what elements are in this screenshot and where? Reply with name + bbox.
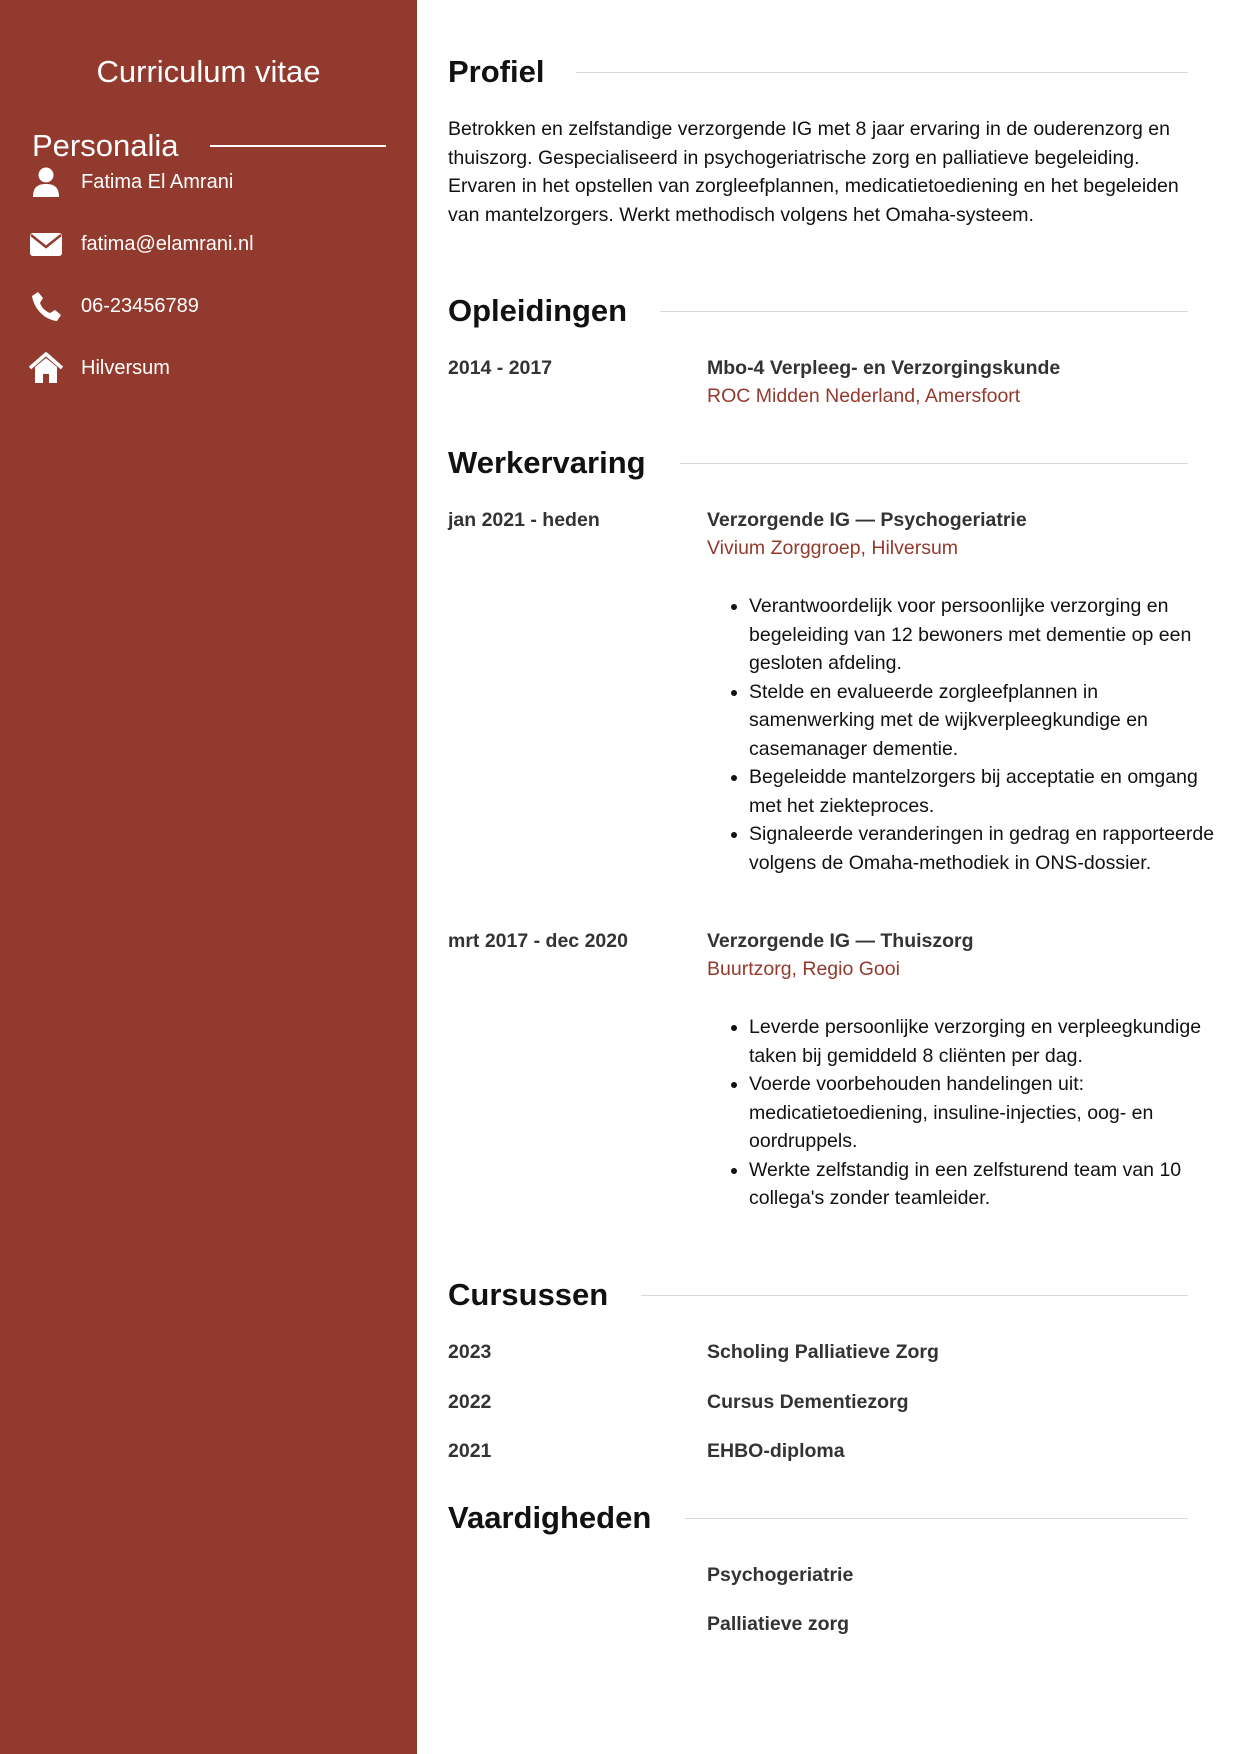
- experience-section-header: [448, 443, 1188, 483]
- contact-location: [28, 348, 388, 388]
- list-item: • Leverde persoonlijke verzorging en verpleegkundige taken bij gemiddeld 8 cliënten per dag.: [749, 1013, 1229, 1070]
- education-section-header: [448, 291, 1188, 331]
- personalia-heading: Personalia: [32, 128, 179, 163]
- contact-email: [28, 224, 388, 264]
- home-icon: [28, 352, 64, 384]
- personalia-section-header: [32, 126, 386, 166]
- education-heading: Opleidingen: [448, 293, 628, 328]
- experience-employer: Buurtzorg, Regio Gooi: [707, 958, 900, 980]
- person-icon: [28, 166, 64, 198]
- experience-title: Verzorgende IG — Psychogeriatrie: [707, 509, 1027, 531]
- phone-number[interactable]: 06-23456789: [81, 295, 199, 317]
- experience-title: Verzorgende IG — Thuiszorg: [707, 930, 974, 952]
- section-divider: [576, 72, 1188, 73]
- education-title: Mbo-4 Verpleeg- en Verzorgingskunde: [707, 357, 1061, 379]
- list-item: • Voerde voorbehouden handelingen uit: medicatietoediening, insuline-injecties, oog- en oordruppels.: [749, 1070, 1229, 1156]
- section-divider: [641, 1295, 1188, 1296]
- experience-date: mrt 2017 - dec 2020: [448, 930, 628, 952]
- courses-heading: Cursussen: [448, 1277, 609, 1312]
- skill-item: Psychogeriatrie: [707, 1564, 854, 1586]
- experience-bullets: [707, 1013, 1229, 1213]
- list-item: • Begeleidde mantelzorgers bij acceptatie en omgang met het ziekteproces.: [749, 763, 1229, 820]
- list-item: • Signaleerde veranderingen in gedrag en rapporteerde volgens de Omaha-methodiek in ONS-dossier.: [749, 820, 1229, 877]
- profile-text: Betrokken en zelfstandige verzorgende IG met 8 jaar ervaring in de ouderenzorg en thuiszorg. Gespecialiseerd in psychogeriatrische zorg en palliatieve begeleiding. Ervaren in het opstellen van zorgleefplannen, medicatietoediening en het begeleiden van mantelzorgers. Werkt methodisch volgens het Omaha-systeem.: [448, 118, 1179, 226]
- location: Hilversum: [81, 357, 170, 379]
- course-title: Cursus Dementiezorg: [707, 1391, 909, 1413]
- course-year: 2023: [448, 1341, 492, 1363]
- experience-bullets: [707, 592, 1229, 877]
- list-item: • Stelde en evalueerde zorgleefplannen in samenwerking met de wijkverpleegkundige en casemanager dementie.: [749, 678, 1229, 764]
- course-title: EHBO-diploma: [707, 1440, 845, 1462]
- list-item: • Werkte zelfstandig in een zelfsturend team van 10 collega's zonder teamleider.: [749, 1156, 1229, 1213]
- document-title: Curriculum vitae: [96, 54, 321, 89]
- skills-section-header: [448, 1498, 1188, 1538]
- phone-icon: [28, 290, 64, 322]
- full-name: Fatima El Amrani: [81, 171, 234, 193]
- education-date: 2014 - 2017: [448, 357, 553, 379]
- experience-employer: Vivium Zorggroep, Hilversum: [707, 537, 959, 559]
- profile-section-header: [448, 52, 1188, 92]
- section-divider: [660, 311, 1188, 312]
- section-divider: [210, 145, 386, 147]
- courses-section-header: [448, 1275, 1188, 1315]
- experience-heading: Werkervaring: [448, 445, 646, 480]
- section-divider: [680, 463, 1188, 464]
- education-institution: ROC Midden Nederland, Amersfoort: [707, 385, 1021, 407]
- contact-phone: [28, 286, 388, 326]
- email-link[interactable]: fatima@elamrani.nl: [81, 233, 254, 255]
- envelope-icon: [28, 228, 64, 260]
- course-title: Scholing Palliatieve Zorg: [707, 1341, 939, 1363]
- profile-heading: Profiel: [448, 54, 545, 89]
- skill-item: Palliatieve zorg: [707, 1613, 849, 1635]
- experience-date: jan 2021 - heden: [448, 509, 600, 531]
- course-year: 2022: [448, 1391, 492, 1413]
- section-divider: [685, 1518, 1188, 1519]
- course-year: 2021: [448, 1440, 492, 1462]
- sidebar: [0, 0, 417, 1754]
- skills-heading: Vaardigheden: [448, 1500, 652, 1535]
- contact-name: [28, 162, 388, 202]
- list-item: • Verantwoordelijk voor persoonlijke verzorging en begeleiding van 12 bewoners met dementie op een gesloten afdeling.: [749, 592, 1229, 678]
